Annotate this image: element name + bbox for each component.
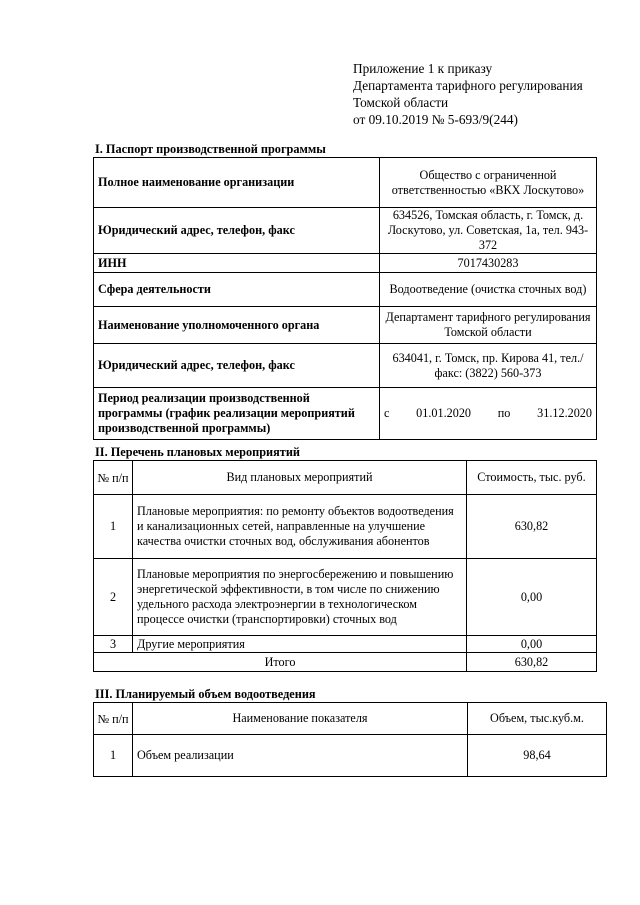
volume-table (93, 702, 607, 777)
header-num: № п/п (94, 703, 133, 735)
row-label: Полное наименование организации (94, 158, 380, 208)
total-label: Итого (94, 653, 467, 672)
row-value: 634041, г. Томск, пр. Кирова 41, тел./факс: (3822) 560-373 (380, 344, 597, 388)
cell-cost: 0,00 (467, 636, 597, 653)
header-name: Вид плановых мероприятий (133, 461, 467, 495)
period-label: Период реализации производственной программы (график реализации мероприятий производственной программы) (94, 388, 380, 440)
total-cost: 630,82 (467, 653, 597, 672)
table-row (94, 344, 597, 388)
row-label: Сфера деятельности (94, 273, 380, 307)
appendix-line: Департамента тарифного регулирования (353, 78, 583, 93)
table-row (94, 254, 597, 273)
section-1-title: I. Паспорт производственной программы (95, 142, 326, 156)
table-row (94, 388, 597, 440)
period-from-date: 01.01.2020 (416, 406, 472, 420)
passport-table (93, 157, 597, 440)
cell-num: 1 (94, 495, 133, 559)
table-total-row (94, 653, 597, 672)
table-header-row (94, 461, 597, 495)
header-name: Наименование показателя (133, 703, 468, 735)
row-label: Юридический адрес, телефон, факс (94, 344, 380, 388)
table-row (94, 495, 597, 559)
row-value: Водоотведение (очистка сточных вод) (380, 273, 597, 307)
appendix-header (353, 60, 583, 128)
header-volume: Объем, тыс.куб.м. (468, 703, 607, 735)
cell-volume: 98,64 (468, 735, 607, 777)
cell-name: Другие мероприятия (133, 636, 467, 653)
cell-cost: 630,82 (467, 495, 597, 559)
period-to-date: 31.12.2020 (537, 406, 592, 420)
cell-name: Объем реализации (133, 735, 468, 777)
row-value: 634526, Томская область, г. Томск, д. Лоскутово, ул. Советская, 1а, тел. 943-372 (380, 208, 597, 254)
measures-table (93, 460, 597, 672)
period-to-word: по (497, 406, 511, 420)
appendix-line: Томской области (353, 95, 449, 110)
cell-name: Плановые мероприятия: по ремонту объектов водоотведения и канализационных сетей, направленные на улучшение качества очистки сточных вод, обслуживания абонентов (133, 495, 467, 559)
section-3-title: III. Планируемый объем водоотведения (95, 687, 316, 701)
appendix-line: Приложение 1 к приказу (353, 61, 493, 76)
section-2-title: II. Перечень плановых мероприятий (95, 445, 301, 459)
table-row (94, 735, 607, 777)
cell-num: 1 (94, 735, 133, 777)
appendix-line: от 09.10.2019 № 5-693/9(244) (353, 112, 518, 127)
table-row (94, 307, 597, 344)
cell-name: Плановые мероприятия по энергосбережению и повышению энергетической эффективности, в том числе по снижению удельного расхода электроэнергии в технологическом процессе очистки (транспортировки) сточных вод (133, 559, 467, 636)
period-from-word: с (384, 406, 390, 420)
row-label: ИНН (94, 254, 380, 273)
row-label: Юридический адрес, телефон, факс (94, 208, 380, 254)
row-label: Наименование уполномоченного органа (94, 307, 380, 344)
row-value: Департамент тарифного регулирования Томской области (380, 307, 597, 344)
table-row (94, 636, 597, 653)
table-row (94, 559, 597, 636)
cell-cost: 0,00 (467, 559, 597, 636)
header-cost: Стоимость, тыс. руб. (467, 461, 597, 495)
row-value: 7017430283 (380, 254, 597, 273)
table-row (94, 208, 597, 254)
cell-num: 3 (94, 636, 133, 653)
table-row (94, 273, 597, 307)
row-value: Общество с ограниченной ответственностью «ВКХ Лоскутово» (380, 158, 597, 208)
period-value (380, 388, 597, 440)
table-header-row (94, 703, 607, 735)
table-row (94, 158, 597, 208)
cell-num: 2 (94, 559, 133, 636)
header-num: № п/п (94, 461, 133, 495)
